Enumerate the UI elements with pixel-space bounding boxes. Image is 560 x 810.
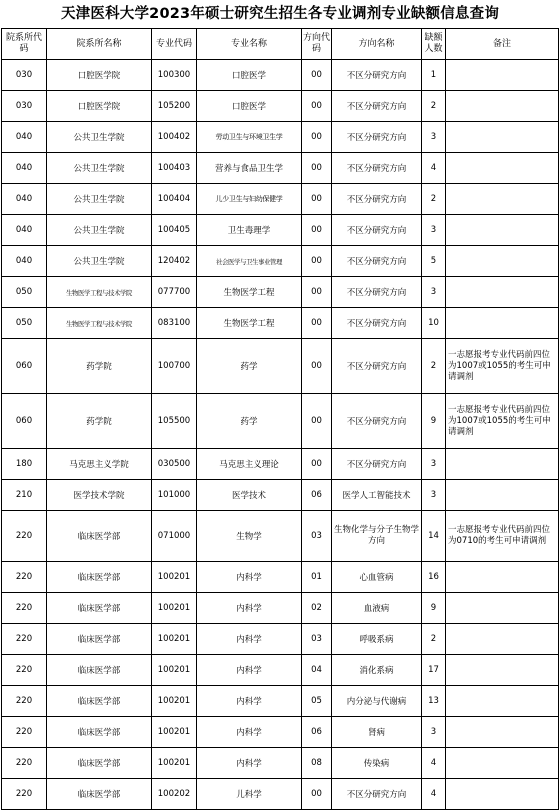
major-code-cell: 077700 (152, 277, 197, 308)
note-cell: 一志愿报考专业代码前四位为0710的考生可申请调剂 (446, 511, 559, 562)
vacancy-cell: 3 (422, 215, 446, 246)
major-code-cell: 100201 (152, 624, 197, 655)
dept-name-cell: 公共卫生学院 (47, 246, 152, 277)
major-code-cell: 100201 (152, 655, 197, 686)
dir-code-cell: 08 (302, 748, 332, 779)
major-code-cell: 083100 (152, 308, 197, 339)
note-cell (446, 184, 559, 215)
vacancy-cell: 3 (422, 122, 446, 153)
major-code-cell: 100201 (152, 562, 197, 593)
dir-code-cell: 00 (302, 91, 332, 122)
major-code-cell: 100402 (152, 122, 197, 153)
dir-name-cell: 不区分研究方向 (332, 394, 422, 449)
note-cell (446, 748, 559, 779)
dept-code-cell: 030 (2, 60, 47, 91)
table-row (2, 480, 559, 511)
major-name-cell: 生物医学工程 (197, 308, 302, 339)
dir-code-cell: 06 (302, 480, 332, 511)
vacancy-cell: 3 (422, 449, 446, 480)
major-name-cell: 卫生毒理学 (197, 215, 302, 246)
dir-name-cell: 消化系病 (332, 655, 422, 686)
major-name-cell: 社会医学与卫生事业管理 (197, 246, 302, 277)
major-name-cell: 口腔医学 (197, 91, 302, 122)
vacancy-cell: 13 (422, 686, 446, 717)
dept-name-cell: 公共卫生学院 (47, 153, 152, 184)
dir-name-cell: 内分泌与代谢病 (332, 686, 422, 717)
note-cell: 一志愿报考专业代码前四位为1007或1055的考生可申请调剂 (446, 339, 559, 394)
table-row (2, 655, 559, 686)
vacancy-cell: 5 (422, 246, 446, 277)
header-major-code: 专业代码 (152, 29, 197, 60)
dept-code-cell: 220 (2, 624, 47, 655)
dept-name-cell: 医学技术学院 (47, 480, 152, 511)
dept-code-cell: 220 (2, 593, 47, 624)
dept-code-cell: 030 (2, 91, 47, 122)
dir-code-cell: 00 (302, 277, 332, 308)
table-header-row (2, 29, 559, 60)
major-code-cell: 120402 (152, 246, 197, 277)
vacancy-cell: 3 (422, 717, 446, 748)
major-name-cell: 生物医学工程 (197, 277, 302, 308)
dir-code-cell: 01 (302, 562, 332, 593)
header-dept-name: 院系所名称 (47, 29, 152, 60)
dept-code-cell: 040 (2, 215, 47, 246)
note-cell (446, 308, 559, 339)
major-name-cell: 内科学 (197, 624, 302, 655)
dir-name-cell: 不区分研究方向 (332, 153, 422, 184)
vacancy-cell: 3 (422, 480, 446, 511)
table-row (2, 184, 559, 215)
dir-code-cell: 00 (302, 394, 332, 449)
dept-code-cell: 060 (2, 339, 47, 394)
major-name-cell: 劳动卫生与环境卫生学 (197, 122, 302, 153)
dept-code-cell: 220 (2, 686, 47, 717)
dir-name-cell: 不区分研究方向 (332, 339, 422, 394)
dir-code-cell: 00 (302, 215, 332, 246)
vacancy-cell: 16 (422, 562, 446, 593)
dir-code-cell: 06 (302, 717, 332, 748)
major-code-cell: 100201 (152, 717, 197, 748)
dir-name-cell: 不区分研究方向 (332, 91, 422, 122)
dir-code-cell: 05 (302, 686, 332, 717)
dept-code-cell: 050 (2, 277, 47, 308)
major-code-cell: 100700 (152, 339, 197, 394)
vacancy-cell: 17 (422, 655, 446, 686)
dir-code-cell: 04 (302, 655, 332, 686)
dept-name-cell: 药学院 (47, 339, 152, 394)
note-cell (446, 122, 559, 153)
dir-code-cell: 03 (302, 624, 332, 655)
dept-name-cell: 生物医学工程与技术学院 (47, 308, 152, 339)
dept-code-cell: 220 (2, 717, 47, 748)
major-code-cell: 105200 (152, 91, 197, 122)
table-row (2, 308, 559, 339)
major-code-cell: 071000 (152, 511, 197, 562)
vacancy-cell: 10 (422, 308, 446, 339)
table-row (2, 122, 559, 153)
table-row (2, 153, 559, 184)
table-row (2, 624, 559, 655)
dir-name-cell: 不区分研究方向 (332, 60, 422, 91)
major-name-cell: 药学 (197, 394, 302, 449)
dept-code-cell: 220 (2, 748, 47, 779)
dir-name-cell: 不区分研究方向 (332, 277, 422, 308)
dept-code-cell: 220 (2, 779, 47, 810)
vacancy-cell: 2 (422, 624, 446, 655)
dept-name-cell: 临床医学部 (47, 511, 152, 562)
dept-name-cell: 生物医学工程与技术学院 (47, 277, 152, 308)
table-row (2, 562, 559, 593)
table-row (2, 246, 559, 277)
dept-name-cell: 临床医学部 (47, 624, 152, 655)
note-cell (446, 60, 559, 91)
dept-code-cell: 040 (2, 184, 47, 215)
note-cell (446, 153, 559, 184)
dept-code-cell: 220 (2, 655, 47, 686)
note-cell (446, 91, 559, 122)
note-cell (446, 246, 559, 277)
major-name-cell: 内科学 (197, 748, 302, 779)
dir-name-cell: 肾病 (332, 717, 422, 748)
dir-code-cell: 00 (302, 246, 332, 277)
dir-name-cell: 不区分研究方向 (332, 184, 422, 215)
dept-code-cell: 060 (2, 394, 47, 449)
header-dept-code: 院系所代码 (2, 29, 47, 60)
dept-name-cell: 公共卫生学院 (47, 215, 152, 246)
major-name-cell: 生物学 (197, 511, 302, 562)
table-row (2, 91, 559, 122)
table-row (2, 60, 559, 91)
major-code-cell: 101000 (152, 480, 197, 511)
vacancy-cell: 4 (422, 779, 446, 810)
vacancy-cell: 2 (422, 339, 446, 394)
note-cell (446, 655, 559, 686)
dept-name-cell: 临床医学部 (47, 655, 152, 686)
header-vacancy: 缺额人数 (422, 29, 446, 60)
note-cell (446, 277, 559, 308)
table-row (2, 215, 559, 246)
dept-name-cell: 临床医学部 (47, 748, 152, 779)
dir-name-cell: 生物化学与分子生物学方向 (332, 511, 422, 562)
dir-code-cell: 03 (302, 511, 332, 562)
header-dir-name: 方向名称 (332, 29, 422, 60)
note-cell (446, 480, 559, 511)
vacancy-cell: 14 (422, 511, 446, 562)
dept-name-cell: 临床医学部 (47, 717, 152, 748)
table-row (2, 717, 559, 748)
major-code-cell: 030500 (152, 449, 197, 480)
dir-name-cell: 传染病 (332, 748, 422, 779)
dir-code-cell: 02 (302, 593, 332, 624)
note-cell (446, 779, 559, 810)
major-code-cell: 100201 (152, 686, 197, 717)
major-code-cell: 100404 (152, 184, 197, 215)
dept-name-cell: 口腔医学院 (47, 60, 152, 91)
major-code-cell: 100403 (152, 153, 197, 184)
note-cell (446, 624, 559, 655)
dept-name-cell: 临床医学部 (47, 686, 152, 717)
dir-name-cell: 不区分研究方向 (332, 122, 422, 153)
major-name-cell: 内科学 (197, 655, 302, 686)
vacancy-cell: 1 (422, 60, 446, 91)
table-row (2, 779, 559, 810)
note-cell (446, 593, 559, 624)
header-note: 备注 (446, 29, 559, 60)
table-row (2, 449, 559, 480)
dir-name-cell: 不区分研究方向 (332, 779, 422, 810)
major-code-cell: 100201 (152, 748, 197, 779)
table-row (2, 277, 559, 308)
dept-code-cell: 050 (2, 308, 47, 339)
dir-name-cell: 心血管病 (332, 562, 422, 593)
dir-code-cell: 00 (302, 339, 332, 394)
note-cell (446, 717, 559, 748)
dept-name-cell: 口腔医学院 (47, 91, 152, 122)
dir-code-cell: 00 (302, 449, 332, 480)
dept-code-cell: 040 (2, 122, 47, 153)
dir-code-cell: 00 (302, 153, 332, 184)
dept-name-cell: 公共卫生学院 (47, 184, 152, 215)
dir-name-cell: 不区分研究方向 (332, 449, 422, 480)
major-code-cell: 100405 (152, 215, 197, 246)
dir-name-cell: 血液病 (332, 593, 422, 624)
vacancy-cell: 3 (422, 277, 446, 308)
note-cell (446, 449, 559, 480)
major-name-cell: 营养与食品卫生学 (197, 153, 302, 184)
major-code-cell: 100202 (152, 779, 197, 810)
major-name-cell: 内科学 (197, 562, 302, 593)
dept-code-cell: 220 (2, 511, 47, 562)
dept-code-cell: 210 (2, 480, 47, 511)
vacancy-cell: 4 (422, 153, 446, 184)
table-row (2, 686, 559, 717)
vacancy-cell: 2 (422, 91, 446, 122)
dir-code-cell: 00 (302, 779, 332, 810)
major-name-cell: 药学 (197, 339, 302, 394)
vacancy-cell: 4 (422, 748, 446, 779)
vacancy-cell: 9 (422, 394, 446, 449)
dir-name-cell: 呼吸系病 (332, 624, 422, 655)
dept-code-cell: 040 (2, 246, 47, 277)
major-name-cell: 儿少卫生与妇幼保健学 (197, 184, 302, 215)
major-name-cell: 内科学 (197, 593, 302, 624)
major-code-cell: 100300 (152, 60, 197, 91)
table-row (2, 339, 559, 394)
major-name-cell: 马克思主义理论 (197, 449, 302, 480)
page-title: 天津医科大学2023年硕士研究生招生各专业调剂专业缺额信息查询 (60, 6, 500, 22)
dir-name-cell: 不区分研究方向 (332, 215, 422, 246)
dept-code-cell: 180 (2, 449, 47, 480)
major-name-cell: 儿科学 (197, 779, 302, 810)
dept-code-cell: 040 (2, 153, 47, 184)
header-major-name: 专业名称 (197, 29, 302, 60)
table-row (2, 394, 559, 449)
table-row (2, 748, 559, 779)
dir-name-cell: 医学人工智能技术 (332, 480, 422, 511)
major-name-cell: 口腔医学 (197, 60, 302, 91)
dir-code-cell: 00 (302, 60, 332, 91)
dir-code-cell: 00 (302, 184, 332, 215)
major-code-cell: 105500 (152, 394, 197, 449)
note-cell (446, 562, 559, 593)
dept-name-cell: 临床医学部 (47, 593, 152, 624)
dept-name-cell: 马克思主义学院 (47, 449, 152, 480)
dir-name-cell: 不区分研究方向 (332, 246, 422, 277)
note-cell (446, 686, 559, 717)
dir-name-cell: 不区分研究方向 (332, 308, 422, 339)
dept-name-cell: 药学院 (47, 394, 152, 449)
vacancy-cell: 9 (422, 593, 446, 624)
vacancy-table (1, 28, 559, 810)
vacancy-cell: 2 (422, 184, 446, 215)
dir-code-cell: 00 (302, 308, 332, 339)
major-code-cell: 100201 (152, 593, 197, 624)
header-dir-code: 方向代码 (302, 29, 332, 60)
dept-name-cell: 临床医学部 (47, 562, 152, 593)
note-cell: 一志愿报考专业代码前四位为1007或1055的考生可申请调剂 (446, 394, 559, 449)
dept-name-cell: 临床医学部 (47, 779, 152, 810)
table-row (2, 511, 559, 562)
major-name-cell: 内科学 (197, 686, 302, 717)
dir-code-cell: 00 (302, 122, 332, 153)
major-name-cell: 内科学 (197, 717, 302, 748)
dept-name-cell: 公共卫生学院 (47, 122, 152, 153)
table-row (2, 593, 559, 624)
major-name-cell: 医学技术 (197, 480, 302, 511)
note-cell (446, 215, 559, 246)
dept-code-cell: 220 (2, 562, 47, 593)
